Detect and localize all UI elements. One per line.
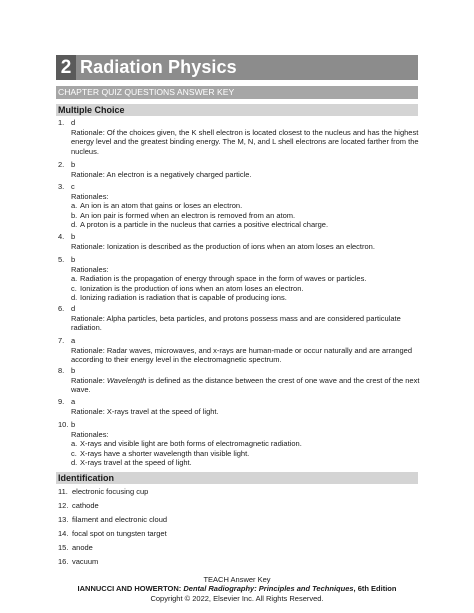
- footer-copyright: Copyright © 2022, Elsevier Inc. All Rights Reserved.: [150, 593, 324, 603]
- answer-letter: b: [71, 160, 76, 169]
- identification-item: 11. electronic focusing cup: [58, 487, 149, 496]
- chapter-title: Radiation Physics: [80, 57, 237, 77]
- question-number: 1.: [58, 118, 65, 127]
- rationale-text: Rationale: Ionization is described as the production of ions when an atom loses an electron.: [71, 241, 375, 251]
- footer-line1: TEACH Answer Key: [203, 575, 271, 584]
- question-6: [58, 304, 420, 333]
- multiple-choice-heading: Multiple Choice: [56, 104, 418, 116]
- question-number: 4.: [58, 232, 65, 241]
- question-number: 9.: [58, 397, 65, 406]
- rationale-text: Rationale: Wavelength is defined as the distance between the crest of one wave and the crest of the next wave.: [71, 375, 420, 395]
- rationale-text: Rationale: An electron is a negatively charged particle.: [71, 169, 252, 179]
- identification-item: 15. anode: [58, 543, 93, 552]
- answer-letter: a: [71, 336, 76, 345]
- question-1: [58, 118, 420, 156]
- question-number: 10.: [58, 420, 69, 429]
- wavelength-term: Wavelength: [106, 375, 147, 385]
- question-number: 8.: [58, 366, 65, 375]
- question-10: [58, 420, 420, 468]
- answer-letter: d: [71, 118, 76, 127]
- question-3: [58, 182, 420, 230]
- rationale-item: d. Ionizing radiation is radiation that is capable of producing ions.: [71, 293, 287, 303]
- answer-letter: a: [71, 397, 76, 406]
- question-7: [58, 336, 420, 365]
- rationale-text: Rationale: Alpha particles, beta particles, and protons possess mass and are considered particulate radiation.: [71, 313, 401, 333]
- answer-letter: b: [71, 420, 76, 429]
- question-number: 2.: [58, 160, 65, 169]
- question-9: [58, 397, 420, 416]
- rationale-text: Rationale: X-rays travel at the speed of light.: [71, 406, 219, 416]
- question-number: 5.: [58, 255, 65, 264]
- identification-item: 13. filament and electronic cloud: [58, 515, 168, 524]
- chapter-number: 2: [56, 55, 76, 80]
- question-number: 3.: [58, 182, 65, 191]
- rationale-item: c. X-rays have a shorter wavelength than visible light.: [71, 448, 250, 458]
- question-2: [58, 160, 420, 179]
- rationale-item: c. Ionization is the production of ions when an atom loses an electron.: [71, 283, 304, 293]
- identification-item: 14. focal spot on tungsten target: [58, 529, 167, 538]
- rationale-text: Rationales:: [71, 429, 109, 439]
- identification-heading: Identification: [56, 472, 418, 484]
- answer-letter: b: [71, 232, 76, 241]
- answer-key-subheading: CHAPTER QUIZ QUESTIONS ANSWER KEY: [56, 86, 418, 99]
- rationale-text: Rationale: Radar waves, microwaves, and x-rays are human-made or occur naturally and are arranged according to their energy level in the electromagnetic spectrum.: [71, 345, 412, 365]
- rationale-item: b. An ion pair is formed when an electron is removed from an atom.: [71, 210, 296, 220]
- footer-book: IANNUCCI AND HOWERTON: Dental Radiography: Principles and Techniques, 6th Edition: [77, 584, 397, 594]
- rationale-item: a. An ion is an atom that gains or loses an electron.: [71, 201, 243, 211]
- question-number: 6.: [58, 304, 65, 313]
- rationale-text: Rationales:: [71, 264, 109, 274]
- answer-letter: b: [71, 366, 76, 375]
- page-footer: [0, 575, 474, 603]
- answer-letter: d: [71, 304, 76, 313]
- rationale-item: a. X-rays and visible light are both forms of electromagnetic radiation.: [71, 439, 302, 449]
- rationale-item: a. Radiation is the propagation of energy through space in the form of waves or particles.: [71, 274, 367, 284]
- rationale-item: d. A proton is a particle in the nucleus that carries a positive electrical charge.: [71, 220, 329, 230]
- identification-item: 12. cathode: [58, 501, 99, 510]
- question-8: [58, 366, 420, 395]
- question-5: [58, 255, 420, 303]
- chapter-title-bar: [56, 55, 418, 80]
- question-4: [58, 232, 420, 251]
- answer-letter: b: [71, 255, 76, 264]
- answer-letter: c: [71, 182, 75, 191]
- rationale-item: d. X-rays travel at the speed of light.: [71, 458, 192, 468]
- rationale-text: Rationales:: [71, 191, 109, 201]
- identification-item: 16. vacuum: [58, 557, 99, 566]
- question-number: 7.: [58, 336, 65, 345]
- rationale-text: Rationale: Of the choices given, the K shell electron is located closest to the nucleus and has the highest energy level and the greatest binding energy. The M, N, and L shell electrons are located farther from the nucleus.: [71, 127, 419, 156]
